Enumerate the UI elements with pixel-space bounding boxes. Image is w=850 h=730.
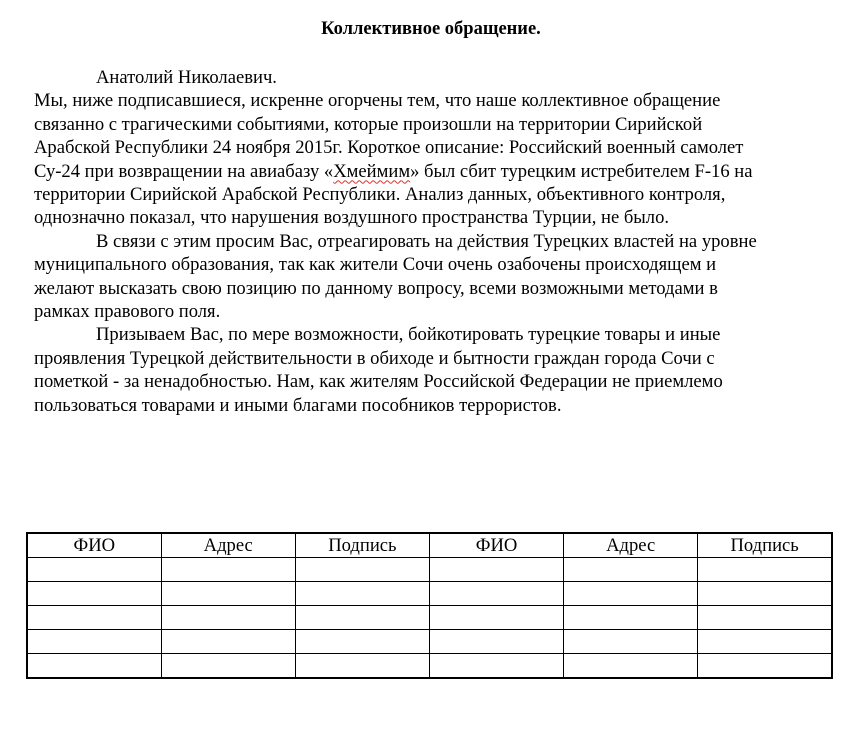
paragraph2-line: желают высказать свою позицию по данному вопросу, всеми возможными методами в bbox=[34, 277, 718, 299]
cell-fio[interactable] bbox=[429, 582, 563, 606]
cell-fio[interactable] bbox=[429, 606, 563, 630]
cell-address[interactable] bbox=[564, 630, 698, 654]
paragraph1-line: территории Сирийской Арабской Республики. Анализ данных, объективного контроля, bbox=[34, 184, 726, 206]
paragraph2-line: рамках правового поля. bbox=[34, 301, 221, 323]
cell-address[interactable] bbox=[161, 606, 295, 630]
table-row bbox=[27, 654, 832, 679]
cell-address[interactable] bbox=[161, 630, 295, 654]
paragraph1-line bbox=[34, 160, 834, 183]
document-body bbox=[34, 66, 834, 417]
paragraph3-line: пользоваться товарами и иными благами пособников террористов. bbox=[34, 394, 562, 416]
cell-signature[interactable] bbox=[698, 654, 832, 679]
cell-signature[interactable] bbox=[295, 606, 429, 630]
cell-address[interactable] bbox=[161, 582, 295, 606]
misspelled-word[interactable]: Хмеймим bbox=[333, 160, 411, 182]
table-row bbox=[27, 582, 832, 606]
paragraph1-line: связанно с трагическими событиями, которые произошли на территории Сирийской bbox=[34, 113, 703, 135]
cell-address[interactable] bbox=[564, 606, 698, 630]
cell-signature[interactable] bbox=[698, 606, 832, 630]
paragraph3-line: проявления Турецкой действительности в обиходе и бытности граждан города Сочи с bbox=[34, 347, 715, 369]
table-row bbox=[27, 558, 832, 582]
cell-fio[interactable] bbox=[27, 654, 161, 679]
cell-signature[interactable] bbox=[295, 582, 429, 606]
cell-address[interactable] bbox=[161, 654, 295, 679]
cell-signature[interactable] bbox=[698, 630, 832, 654]
cell-fio[interactable] bbox=[27, 582, 161, 606]
cell-signature[interactable] bbox=[698, 582, 832, 606]
header-fio: ФИО bbox=[27, 533, 161, 558]
cell-address[interactable] bbox=[564, 582, 698, 606]
greeting: Анатолий Николаевич. bbox=[96, 67, 277, 88]
cell-signature[interactable] bbox=[295, 558, 429, 582]
header-address: Адрес bbox=[564, 533, 698, 558]
cell-address[interactable] bbox=[564, 558, 698, 582]
document-title: Коллективное обращение. bbox=[321, 19, 541, 39]
cell-fio[interactable] bbox=[429, 630, 563, 654]
text-segment: Су-24 при возвращении на авиабазу « bbox=[34, 160, 334, 182]
cell-signature[interactable] bbox=[698, 558, 832, 582]
header-signature: Подпись bbox=[295, 533, 429, 558]
table-header-row bbox=[27, 533, 832, 558]
cell-address[interactable] bbox=[564, 654, 698, 679]
signature-table bbox=[26, 532, 833, 679]
header-address: Адрес bbox=[161, 533, 295, 558]
paragraph3-line: Призываем Вас, по мере возможности, бойкотировать турецкие товары и иные bbox=[96, 324, 721, 346]
paragraph2-line: муниципального образования, так как жители Сочи очень озабочены происходящем и bbox=[34, 254, 717, 276]
paragraph1-line: Арабской Республики 24 ноября 2015г. Короткое описание: Российский военный самолет bbox=[34, 137, 744, 159]
cell-signature[interactable] bbox=[295, 654, 429, 679]
table-row bbox=[27, 630, 832, 654]
table-row bbox=[27, 606, 832, 630]
cell-signature[interactable] bbox=[295, 630, 429, 654]
paragraph1-line: Мы, ниже подписавшиеся, искренне огорчены тем, что наше коллективное обращение bbox=[34, 90, 721, 112]
header-signature: Подпись bbox=[698, 533, 832, 558]
cell-fio[interactable] bbox=[27, 630, 161, 654]
cell-fio[interactable] bbox=[429, 654, 563, 679]
cell-fio[interactable] bbox=[27, 606, 161, 630]
text-segment: » был сбит турецким истребителем F-16 на bbox=[410, 160, 753, 182]
cell-address[interactable] bbox=[161, 558, 295, 582]
cell-fio[interactable] bbox=[27, 558, 161, 582]
paragraph3-line: пометкой - за ненадобностью. Нам, как жителям Российской Федерации не приемлемо bbox=[34, 371, 723, 393]
paragraph1-line: однозначно показал, что нарушения воздушного пространства Турции, не было. bbox=[34, 207, 670, 229]
cell-fio[interactable] bbox=[429, 558, 563, 582]
paragraph2-line: В связи с этим просим Вас, отреагировать на действия Турецких властей на уровне bbox=[96, 230, 757, 252]
header-fio: ФИО bbox=[429, 533, 563, 558]
